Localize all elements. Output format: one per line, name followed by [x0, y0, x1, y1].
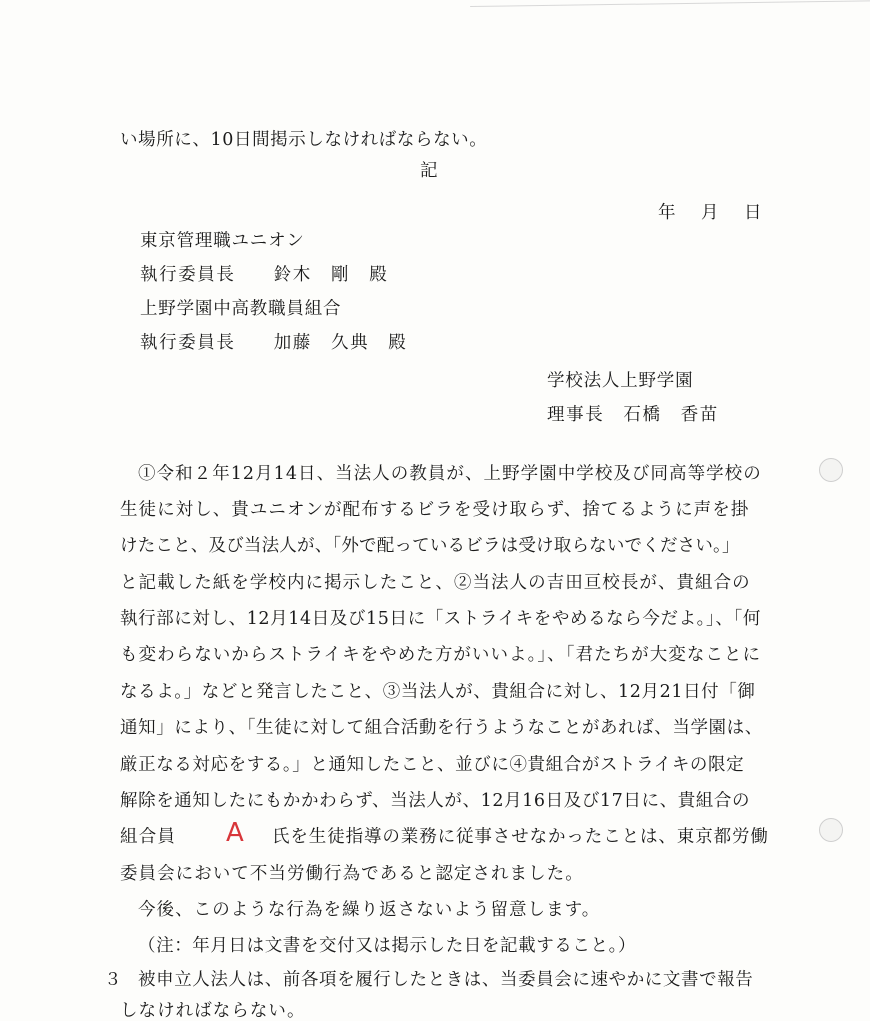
body-line-9: 厳正なる対応をする。」と通知したこと、並びに④貴組合がストライキの限定	[120, 755, 745, 775]
body-line-5: 執行部に対し、12月14日及び15日に「ストライキをやめるなら今だよ。」、「何	[120, 609, 761, 629]
handwritten-member-mark: A	[226, 818, 244, 848]
punch-hole-lower	[819, 818, 843, 842]
addressee-union-chair: 執行委員長 鈴木 剛 殿	[140, 265, 389, 285]
addressee-staff-union: 上野学園中高教職員組合	[140, 299, 342, 319]
addressee-staff-union-chair: 執行委員長 加藤 久典 殿	[140, 333, 408, 353]
paper-top-edge	[470, 0, 870, 7]
closing-line: 今後、このような行為を繰り返さないよう留意します。	[138, 900, 601, 920]
item-3-line-1: 被申立人法人は、前各項を履行したときは、当委員会に速やかに文書で報告	[138, 970, 754, 990]
date-line: 年 月 日	[658, 203, 766, 223]
body-line-3: けたこと、及び当法人が、「外で配っているビラは受け取らないでください。」	[120, 536, 740, 556]
body-line-2: 生徒に対し、貴ユニオンが配布するビラを受け取らず、捨てるように声を掛	[120, 500, 750, 520]
body-line-7: なるよ。」などと発言したこと、③当法人が、貴組合に対し、12月21日付「御	[120, 682, 756, 702]
punch-hole-upper	[819, 458, 843, 482]
body-line-10: 解除を通知したにもかかわらず、当法人が、12月16日及び17日に、貴組合の	[120, 791, 751, 811]
ki-heading: 記	[420, 161, 438, 181]
body-line-8: 通知」により、「生徒に対して組合活動を行うようなことがあれば、当学園は、	[120, 718, 763, 738]
sender-chair: 理事長 石橋 香苗	[547, 405, 719, 425]
addressee-union: 東京管理職ユニオン	[140, 231, 305, 251]
intro-line: い場所に、10日間掲示しなければならない。	[120, 130, 488, 150]
sender-organization: 学校法人上野学園	[547, 371, 694, 391]
member-prefix: 組合員	[120, 827, 177, 847]
body-line-6: も変わらないからストライキをやめた方がいいよ。」、「君たちが大変なことに	[120, 645, 762, 665]
body-tail: 委員会において不当労働行為であると認定されました。	[120, 864, 584, 884]
item-3-number: ３	[104, 970, 122, 990]
item-3-line-2: しなければならない。	[120, 1001, 306, 1021]
body-line-1: ①令和２年12月14日、当法人の教員が、上野学園中学校及び同高等学校の	[138, 464, 762, 484]
body-line-4: と記載した紙を学校内に掲示したこと、②当法人の吉田亘校長が、貴組合の	[120, 573, 751, 593]
member-suffix: 氏を生徒指導の業務に従事させなかったことは、東京都労働	[272, 827, 769, 847]
note-line: （注：年月日は文書を交付又は掲示した日を記載すること。）	[138, 936, 637, 956]
